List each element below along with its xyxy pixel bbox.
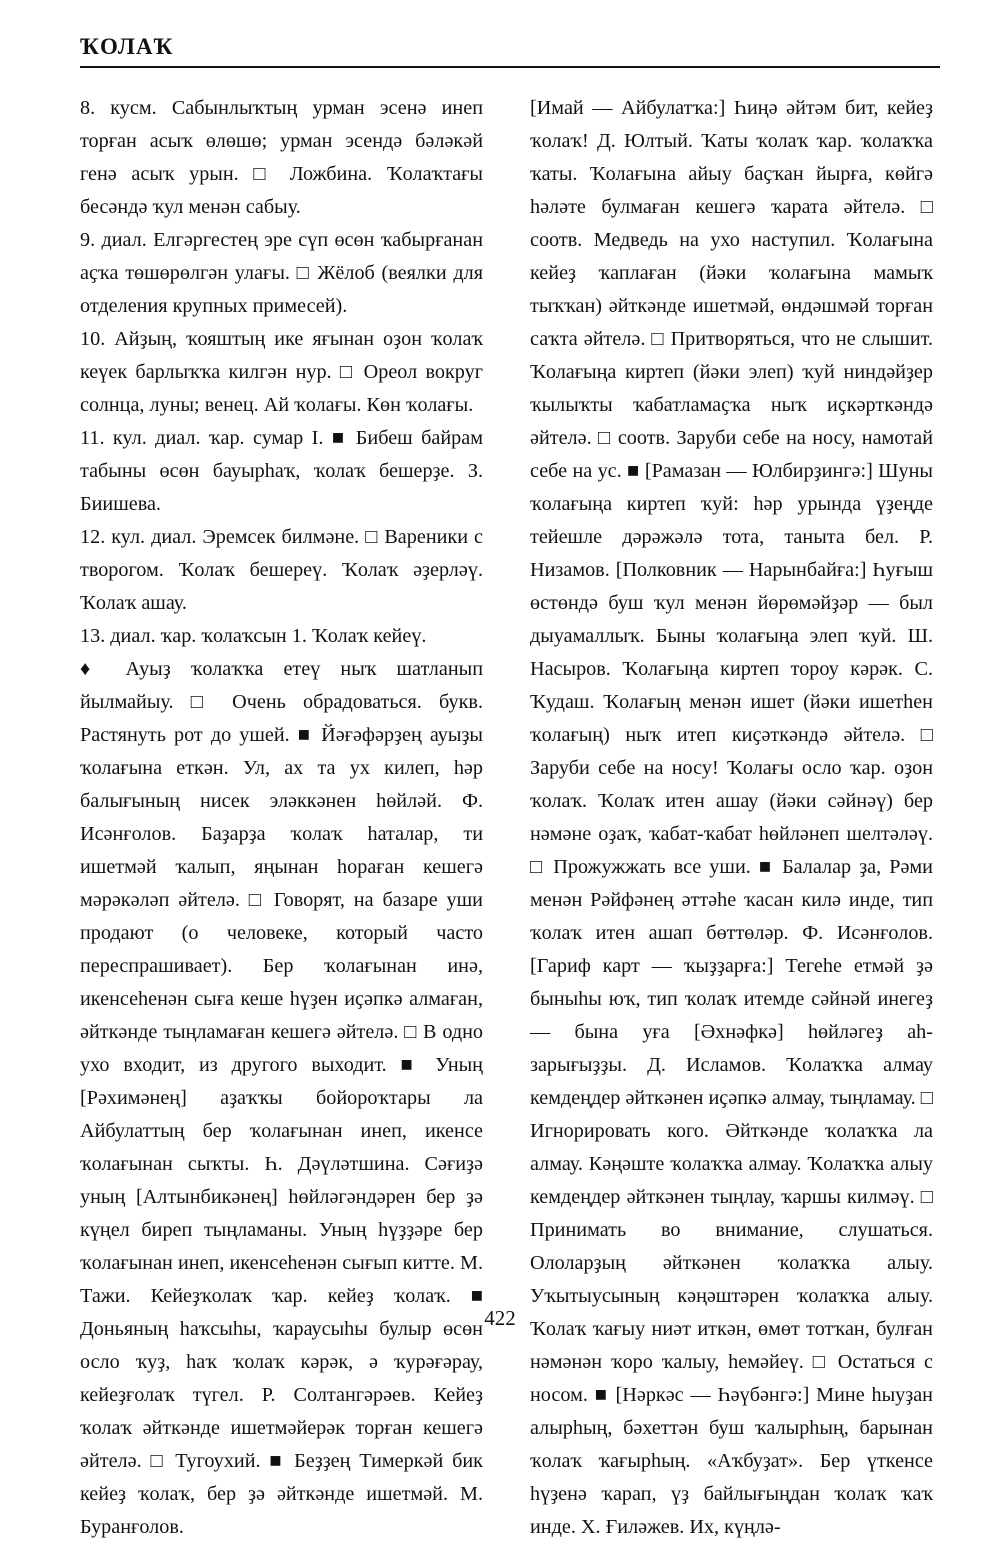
entry-sense-8: 8. кусм. Сабынлыҡтың урман эсенә инеп торған асыҡ өлөшө; урман эсендә бәләкәй генә асыҡ урын. □ Ложбина. Ҡолаҡтағы бесәндә ҡул менән сабыу. bbox=[80, 97, 483, 218]
header-rule bbox=[80, 66, 940, 68]
entry-sense-13: 13. диал. ҡар. ҡолаҡсын 1. Ҡолаҡ кейеү. bbox=[80, 625, 427, 647]
page-number: 422 bbox=[484, 1306, 516, 1330]
entry-sense-9: 9. диал. Елгәргестең эре сүп өсөн ҡабырғанан аҫҡа төшөрөлгән улағы. □ Жёлоб (веялки для отделения крупных примесей). bbox=[80, 229, 483, 317]
entry-sense-11: 11. кул. диал. ҡар. сумар I. ■ Бибеш байрам табыны өсөн бауырһаҡ, ҡолаҡ бешерҙе. З. Биишева. bbox=[80, 427, 483, 515]
entry-sense-10: 10. Айҙың, ҡояштың ике яғынан оҙон ҡолаҡ кеүек барлыҡҡа килгән нур. □ Ореол вокруг солнца, луны; венец. Ай ҡолағы. Көн ҡолағы. bbox=[80, 328, 483, 416]
idioms-block: ♦ Ауыҙ ҡолаҡҡа етеү ныҡ шатланып йылмайыу. □ Очень обрадоваться. букв. Растянуть рот до ушей. ■ Йәғәфәрҙең ауыҙы ҡолағына еткән. Ул, ах та ух килеп, һәр балығының нисек эләккәнен һөйләй. Ф. Исәнғолов. Баҙарҙа ҡолаҡ һаталар, ти ишетмәй ҡалып, яңынан һораған кешегә мәрәкәләп әйтелә. □ Говорят, на базаре уши продают (о человеке, который часто переспрашивает). Бер ҡолағынан инә, икенсеһенән сыға кеше һүҙен иҫәпкә алмаған, әйткәнде тыңламаған кешегә әйтелә. □ В одно ухо входит, из другого выходит. ■ Уның [Рәхимәнең] аҙаҡҡы бойороҡтары ла Айбулаттың бер ҡолағынан инеп, икенсе ҡолағынан сыҡты. Һ. Дәүләтшина. Сәғиҙә уның [Алтынбикәнең] һөйләгәндәрен бер ҙә күңел биреп тыңламаны. Уның һүҙҙәре бер ҡолағынан инеп, икенсеһенән сығып китте. М. Тажи. Кейеҙҡолаҡ ҡар. кейеҙ ҡолаҡ. ■ Доньяның һаҡсыһы, ҡараусыһы булыр өсөн осло ҡуҙ, һаҡ ҡолаҡ кәрәк, ә ҡурәғәрау, кейеҙғолаҡ түгел. Р. Солтангәрәев. Кейеҙ ҡолаҡ әйткәнде ишетмәйерәк торған кешегә әйтелә. □ Тугоухий. ■ Беҙҙең Тимеркәй бик кейеҙ ҡолаҡ, бер ҙә әйткәнде ишетмәй. М. Буранғолов. bbox=[80, 658, 483, 1538]
running-head: ҠОЛАҠ bbox=[80, 34, 174, 59]
idioms-continued: [Имай — Айбулатҡа:] Һиңә әйтәм бит, кейеҙ ҡолаҡ! Д. Юлтый. Ҡаты ҡолаҡ ҡар. ҡолаҡҡа ҡаты. Ҡолағына айыу баҫҡан йырға, көйгә һәләте булмаған кешегә ҡарата әйтелә. □ соотв. Медведь на ухо наступил. Ҡолағына кейеҙ ҡаплаған (йәки ҡолағына мамыҡ тыҡҡан) әйткәнде ишетмәй, өндәшмәй торған саҡта әйтелә. □ Притворяться, что не слышит. Ҡолағыңа киртеп (йәки элеп) ҡуй ниндәйҙер ҡылыҡты ҡабатламаҫҡа ныҡ иҫкәрткәндә әйтелә. □ соотв. Заруби себе на носу, намотай себе на ус. ■ [Рамазан — Юлбирҙингә:] Шуны ҡолағыңа киртеп ҡуй: һәр урында үҙеңде тейешле дәрәжәлә тота, таныта бел. Р. Низамов. [Полковник — Нарынбайға:] Һуғыш өстөндә буш ҡул менән йөрөмәйҙәр — был дыуамаллыҡ. Быны ҡолағыңа элеп ҡуй. Ш. Насыров. Ҡолағыңа киртеп тороу кәрәк. С. Ҡудаш. Ҡолағың менән ишет (йәки ишетһен ҡолағың) ныҡ итеп киҫәткәндә әйтелә. □ Заруби себе на носу! Ҡолағы осло ҡар. оҙон ҡолаҡ. Ҡолаҡ итен ашау (йәки сәйнәү) бер нәмәне оҙаҡ, ҡабат-ҡабат һөйләнеп шелтәләү. □ Прожужжать все уши. ■ Балалар ҙа, Рәми менән Рәйфәнең әттәһе ҡасан килә инде, тип ҡолаҡ итен ашап бөттөләр. Ф. Исәнғолов. [Гариф карт — ҡыҙҙарға:] Тегеһе етмәй ҙә быныһы юҡ, тип ҡолаҡ итемде сәйнәй инегеҙ — бына уға [Әхнәфкә] һөйләгеҙ аһ-зарығыҙҙы. Д. Исламов. Ҡолаҡҡа алмау кемдеңдер әйткәнен иҫәпкә алмау, тыңламау. □ Игнорировать кого. Әйткәнде ҡолаҡҡа ла алмау. Кәңәште ҡолаҡҡа алмау. Ҡолаҡҡа алыу кемдеңдер әйткәнен тыңлау, ҡаршы килмәү. □ Принимать во внимание, слушаться. Ололарҙың әйткәнен ҡолаҡҡа алыу. Уҡытыусының кәңәштәрен ҡолаҡҡа алыу. Ҡолаҡ ҡағыу ниәт иткән, өмөт тотҡан, булған нәмәнән ҡоро ҡалыу, һемәйеү. □ Остаться с носом. ■ [Нәркәс — Һәүбәнгә:] Мине һыуҙан алырһың, бәхеттән буш ҡалырһың, барынан ҡолаҡ ҡағырһың. «Аҡбуҙат». Бер үткенсе һүҙенә ҡарап, үҙ байлығыңдан ҡолаҡ ҡаҡ инде. Х. Ғиләжев. Их, күңлә- bbox=[530, 97, 933, 1538]
entry-sense-12: 12. кул. диал. Эремсек билмәне. □ Вареники с творогом. Ҡолаҡ бешереү. Ҡолаҡ әҙерләү. Ҡолаҡ ашау. bbox=[80, 526, 483, 614]
